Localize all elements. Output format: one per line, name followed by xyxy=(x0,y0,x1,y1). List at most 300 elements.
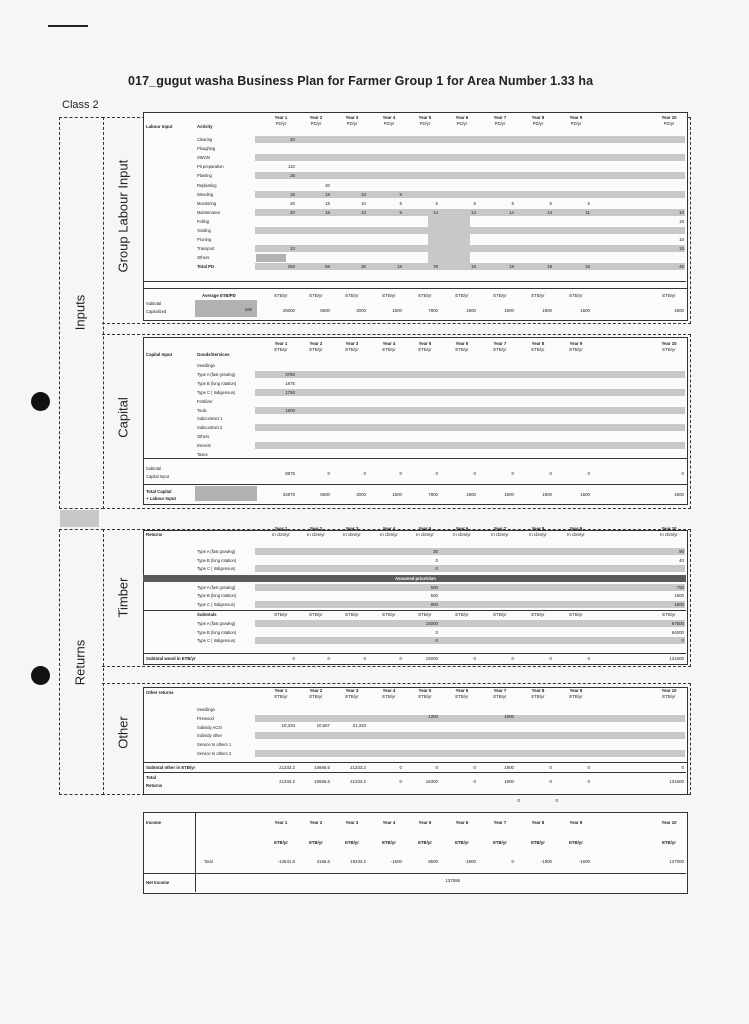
labour-value: 10 xyxy=(679,237,684,243)
labour-value: 14 xyxy=(509,209,514,215)
capital-total: 6500 xyxy=(320,492,330,497)
other-total: 21333.2 xyxy=(279,779,295,784)
below-zero-2: 0 xyxy=(555,798,558,803)
labour-row-shade xyxy=(255,136,685,143)
income-unit-5: ETB/yr xyxy=(418,840,432,845)
timber-unit2-10: ETB/yr xyxy=(662,612,676,617)
timber-subtotals-line xyxy=(143,610,686,611)
other-unit-1: ETB/yr xyxy=(274,694,288,699)
labour-unit-8: PD/yr xyxy=(532,121,544,126)
income-total: 8500 xyxy=(428,859,438,864)
labour-unit2-2: ETB/yr xyxy=(309,293,323,298)
capital-value: 1875 xyxy=(285,380,295,386)
labour-value: 14 xyxy=(433,209,438,215)
capital-item-name: Subcontract 1 xyxy=(197,416,223,422)
labour-subtotal-label: Subtotal xyxy=(146,301,162,306)
income-label: Income xyxy=(146,820,162,825)
labour-input-label: Labour Input xyxy=(146,124,173,129)
capital-row-shade xyxy=(255,424,685,431)
capital-total: 1900 xyxy=(466,492,476,497)
income-total: 127000 xyxy=(669,859,684,864)
activity-name: Pit preparation xyxy=(197,164,224,170)
income-unit-1: ETB/yr xyxy=(274,840,288,845)
activity-name: SWCM xyxy=(197,155,210,161)
capital-year-3: Year 3 xyxy=(345,341,359,346)
labour-capitalized-label: Capitalized xyxy=(146,309,167,314)
other-item-name: Subsidy ACSI xyxy=(197,724,223,730)
other-row-shade xyxy=(255,732,685,739)
capital-total-label: Total Capital xyxy=(146,489,172,494)
timber-price-y5: 500 xyxy=(430,593,438,599)
income-unit-10: ETB/yr xyxy=(662,840,676,845)
class-label: Class 2 xyxy=(62,99,99,111)
labour-value: 20 xyxy=(290,137,295,142)
labour-value: 5 xyxy=(399,191,402,197)
labour-value: 65 xyxy=(325,264,330,270)
timber-val-item: Type A (fast growing) xyxy=(197,621,236,626)
labour-year-6: Year 6 xyxy=(455,115,469,120)
timber-unit-1: In cbm/yr xyxy=(272,532,290,537)
timber-year-3: Year 3 xyxy=(345,526,359,531)
capital-year-6: Year 6 xyxy=(455,341,469,346)
labour-row-shade xyxy=(255,154,685,161)
timber-price-y5: 500 xyxy=(430,585,438,590)
labour-label: Group Labour Input xyxy=(115,159,131,273)
labour-value: 5 xyxy=(511,200,514,206)
other-year-2: Year 2 xyxy=(309,688,323,693)
capital-item-name: Type A (fast growing) xyxy=(197,371,236,377)
income-unit-7: ETB/yr xyxy=(493,840,507,845)
timber-year-7: Year 7 xyxy=(493,526,507,531)
labour-value: 10 xyxy=(679,209,684,215)
other-subtotal: 1900 xyxy=(504,765,514,770)
income-year-8: Year 8 xyxy=(531,820,545,825)
income-total: -1900 xyxy=(540,859,552,864)
year5-column-shade xyxy=(428,215,470,263)
timber-val-y5: 15000 xyxy=(425,621,438,626)
labour-value: 15 xyxy=(325,200,330,206)
capital-value: 1750 xyxy=(285,389,295,395)
net-income-value: 137558 xyxy=(445,878,460,883)
other-year-1: Year 1 xyxy=(274,688,288,693)
activity-name: Pruning xyxy=(197,237,212,243)
timber-unit-3: In cbm/yr xyxy=(343,532,361,537)
income-unit-4: ETB/yr xyxy=(382,840,396,845)
labour-value: 260 xyxy=(287,264,295,270)
other-total: 0 xyxy=(587,779,590,784)
net-income-label: Net Income xyxy=(146,880,170,885)
capital-unit-2: ETB/yr xyxy=(309,347,323,352)
income-year-4: Year 4 xyxy=(382,820,396,825)
labour-subtotal: 1600 xyxy=(580,308,590,313)
transport-highlight xyxy=(256,254,286,262)
capital-subtotal: 0 xyxy=(435,471,438,476)
other-item-name: Seedlings xyxy=(197,707,215,712)
subtotal-wood: 0 xyxy=(399,656,402,661)
timber-unit-8: In cbm/yr xyxy=(529,532,547,537)
income-year-10: Year 10 xyxy=(661,820,677,825)
labour-subtotal: 3000 xyxy=(356,308,366,313)
activity-label: Activity xyxy=(197,124,213,129)
other-subtotal: 0 xyxy=(399,765,402,770)
capital-year-2: Year 2 xyxy=(309,341,323,346)
other-row-shade xyxy=(255,750,685,757)
timber-val-y10: 0 xyxy=(681,638,684,643)
capital-subtotal: 0 xyxy=(549,471,552,476)
firewood-y3: 21,333 xyxy=(352,723,366,728)
labour-value: 5 xyxy=(587,200,590,206)
labour-year-3: Year 3 xyxy=(345,115,359,120)
avg-label: Average ETB/PD xyxy=(202,293,236,298)
capital-total-gray xyxy=(195,486,257,501)
labour-unit2-7: ETB/yr xyxy=(493,293,507,298)
other-subtotal-label: Subtotal other in ETB/yr xyxy=(146,765,196,770)
labour-value: 19 xyxy=(547,264,552,270)
timber-year-2: Year 2 xyxy=(309,526,323,531)
timber-unit-10: In cbm/yr xyxy=(660,532,678,537)
timber-year-5: Year 5 xyxy=(418,526,432,531)
timber-val-y5: 0 xyxy=(435,629,438,635)
other-year-8: Year 8 xyxy=(531,688,545,693)
other-total-label-2: Returns xyxy=(146,783,163,788)
labour-value: 15 xyxy=(290,191,295,197)
labour-value: 78 xyxy=(433,264,438,270)
timber-val-item: Type B (long rotation) xyxy=(197,629,237,635)
other-returns-label: Other returns xyxy=(146,690,174,695)
timber-year-10: Year 10 xyxy=(661,526,677,531)
labour-row-shade xyxy=(255,245,685,252)
capital-total: 7800 xyxy=(428,492,438,497)
timber-val-item: Type C ( Indigenous) xyxy=(197,638,236,643)
capital-year-10: Year 10 xyxy=(661,341,677,346)
subtotal-wood: 0 xyxy=(587,656,590,661)
labour-subtotal: 4500 xyxy=(674,308,684,313)
other-total: 131500 xyxy=(669,779,684,784)
labour-subtotal: 7800 xyxy=(428,308,438,313)
labour-subtotal: 1900 xyxy=(466,308,476,313)
labour-subtotal: 1900 xyxy=(542,308,552,313)
labour-year-4: Year 4 xyxy=(382,115,396,120)
other-year-5: Year 5 xyxy=(418,688,432,693)
income-year-2: Year 2 xyxy=(309,820,323,825)
labour-unit-6: PD/yr xyxy=(456,121,468,126)
labour-row-shade xyxy=(255,172,685,179)
labour-unit-1: PD/yr xyxy=(275,121,287,126)
timber-year-8: Year 8 xyxy=(531,526,545,531)
other-total-label: Total xyxy=(146,775,156,780)
activity-name: Transport xyxy=(197,246,215,252)
capital-total: 1600 xyxy=(580,492,590,497)
timber-unit2-7: ETB/yr xyxy=(493,612,507,617)
capital-subtotal: 0 xyxy=(681,471,684,476)
labour-year-9: Year 9 xyxy=(569,115,583,120)
timber-price-shade xyxy=(255,601,685,608)
capital-subtotal: 0 xyxy=(363,471,366,476)
labour-value: 5 xyxy=(473,200,476,206)
timber-vol-y10: 90 xyxy=(679,549,684,554)
subtotal-wood: 0 xyxy=(292,656,295,661)
labour-year-7: Year 7 xyxy=(493,115,507,120)
punch-hole-top xyxy=(31,392,50,411)
labour-value: 14 xyxy=(471,209,476,215)
capital-total: 1900 xyxy=(504,492,514,497)
income-year-9: Year 9 xyxy=(569,820,583,825)
labour-subtotal: 1900 xyxy=(504,308,514,313)
income-unit-9: ETB/yr xyxy=(569,840,583,845)
other-subtotal: 0 xyxy=(549,765,552,770)
labour-year-5: Year 5 xyxy=(418,115,432,120)
labour-subtotal: 6500 xyxy=(320,308,330,313)
other-unit-5: ETB/yr xyxy=(418,694,432,699)
capital-unit-7: ETB/yr xyxy=(493,347,507,352)
subtotal-wood: 0 xyxy=(511,656,514,661)
capital-subtotal-label-2: Capital Input xyxy=(146,474,169,479)
timber-price-y5: 900 xyxy=(430,601,438,607)
timber-row-shade xyxy=(255,565,685,572)
timber-price-y10: 1600 xyxy=(674,601,684,607)
other-subtotal: 0 xyxy=(587,765,590,770)
labour-unit-3: PD/yr xyxy=(346,121,358,126)
capital-subtotal: 0 xyxy=(327,471,330,476)
avg-value: 100 xyxy=(244,307,252,312)
other-label: Other xyxy=(115,716,131,749)
other-subtotal: 0 xyxy=(681,765,684,770)
labour-unit-2: PD/yr xyxy=(310,121,322,126)
inputs-label: Inputs xyxy=(72,294,88,331)
capital-total-label-2: + Labour Input xyxy=(146,496,176,501)
firewood-y5: 1300 xyxy=(428,714,438,719)
timber-label: Timber xyxy=(115,577,131,618)
timber-vol-item: Type B (long rotation) xyxy=(197,557,237,563)
timber-unit-4: In cbm/yr xyxy=(380,532,398,537)
timber-vol-item: Type A (fast growing) xyxy=(197,549,236,554)
timber-val-y10: 64000 xyxy=(671,629,684,635)
capital-value: 3750 xyxy=(285,371,295,377)
firewood-y7: 1900 xyxy=(504,714,514,719)
timber-vol-y5: 30 xyxy=(433,549,438,554)
labour-value: 110 xyxy=(288,164,295,170)
labour-unit-9: PD/yr xyxy=(570,121,582,126)
other-total-line xyxy=(143,772,686,773)
labour-value: 30 xyxy=(361,264,366,270)
income-year-6: Year 6 xyxy=(455,820,469,825)
other-item-name: Firewood xyxy=(197,715,214,721)
other-unit-6: ETB/yr xyxy=(455,694,469,699)
labour-row-shade xyxy=(255,227,685,234)
income-total: 4166.6 xyxy=(316,859,330,864)
labour-value: 10 xyxy=(290,246,295,252)
timber-vol-y5: 0 xyxy=(435,557,438,563)
activity-name: Clearing xyxy=(197,137,213,142)
labour-value: 14 xyxy=(547,209,552,215)
capital-unit-10: ETB/yr xyxy=(662,347,676,352)
labour-value: 20 xyxy=(290,209,295,215)
timber-price-item: Type C ( Indigenous) xyxy=(197,601,236,607)
capital-subtotal: 0 xyxy=(587,471,590,476)
subtotal-wood: 131500 xyxy=(669,656,684,661)
returns-label: Returns xyxy=(72,639,88,686)
capital-subtotal: 0 xyxy=(473,471,476,476)
other-year-7: Year 7 xyxy=(493,688,507,693)
capital-unit-4: ETB/yr xyxy=(382,347,396,352)
page-title: 017_gugut washa Business Plan for Farmer Group 1 for Area Number 1.33 ha xyxy=(128,74,594,88)
capital-total: 4500 xyxy=(674,492,684,497)
capital-unit-6: ETB/yr xyxy=(455,347,469,352)
labour-unit2-9: ETB/yr xyxy=(569,293,583,298)
timber-row-shade xyxy=(255,548,685,555)
activity-name: Total PD xyxy=(197,264,215,270)
timber-year-6: Year 6 xyxy=(455,526,469,531)
labour-value: 20 xyxy=(290,200,295,206)
activity-name: Yarding xyxy=(197,228,211,233)
capital-item-name: Others xyxy=(197,434,210,440)
income-unit-6: ETB/yr xyxy=(455,840,469,845)
capital-year-8: Year 8 xyxy=(531,341,545,346)
income-unit-8: ETB/yr xyxy=(531,840,545,845)
activity-name: Monitoring xyxy=(197,200,217,206)
timber-val-y5: 0 xyxy=(435,638,438,643)
other-total: 0 xyxy=(549,779,552,784)
labour-value: 5 xyxy=(549,200,552,206)
other-total: 1900 xyxy=(504,779,514,784)
timber-vol-item: Type C ( Indigenous) xyxy=(197,566,236,571)
labour-unit2-1: ETB/yr xyxy=(274,293,288,298)
capital-input-label: Capital Input xyxy=(146,352,173,357)
capital-item-name: Type B (long rotation) xyxy=(197,380,237,386)
timber-price-item: Type B (long rotation) xyxy=(197,593,237,599)
labour-value: 19 xyxy=(509,264,514,270)
subtotal-wood: 0 xyxy=(549,656,552,661)
capital-label: Capital xyxy=(115,397,131,438)
timber-val-shade xyxy=(255,620,685,627)
labour-total-line xyxy=(143,281,686,282)
timber-year-4: Year 4 xyxy=(382,526,396,531)
labour-value: 15 xyxy=(325,209,330,215)
capital-year-1: Year 1 xyxy=(274,341,288,346)
timber-price-shade xyxy=(255,584,685,591)
timber-val-shade xyxy=(255,637,685,644)
other-item-name: Service to others 1 xyxy=(197,742,232,748)
timber-unit-2: In cbm/yr xyxy=(307,532,325,537)
labour-value: 10 xyxy=(361,191,366,197)
activity-name: Felling xyxy=(197,218,210,224)
labour-value: 15 xyxy=(397,264,402,270)
timber-price-item: Type A (fast growing) xyxy=(197,585,236,590)
capital-total: 34875 xyxy=(282,492,295,497)
other-total: 16300 xyxy=(425,779,438,784)
income-total: -1900 xyxy=(464,859,476,864)
other-item-name: Service to others 2 xyxy=(197,751,232,756)
net-income-line xyxy=(143,873,686,874)
timber-unit2-9: ETB/yr xyxy=(569,612,583,617)
subtotal-wood: 15000 xyxy=(425,656,438,661)
capital-item-name: Seedlings xyxy=(197,363,215,368)
income-total: -13541.8 xyxy=(277,859,295,864)
below-zero-1: 0 xyxy=(517,798,520,803)
timber-unit-9: In cbm/yr xyxy=(567,532,585,537)
labour-value: 5 xyxy=(399,200,402,206)
timber-price-y10: 1500 xyxy=(674,593,684,599)
subtotal-wood-label: Subtotal wood in ETB/yr xyxy=(146,656,196,661)
labour-unit-10: PD/yr xyxy=(663,121,675,126)
activity-name: Others xyxy=(197,255,210,261)
timber-year-9: Year 9 xyxy=(569,526,583,531)
labour-value: 25 xyxy=(290,173,295,179)
capital-item-name: Interest xyxy=(197,443,211,449)
timber-unit2-8: ETB/yr xyxy=(531,612,545,617)
labour-value: 15 xyxy=(679,246,684,252)
other-subtotal: 10666.6 xyxy=(314,765,330,770)
capital-year-9: Year 9 xyxy=(569,341,583,346)
timber-unit2-5: ETB/yr xyxy=(418,612,432,617)
capital-subtotal: 0 xyxy=(399,471,402,476)
capital-unit-1: ETB/yr xyxy=(274,347,288,352)
timber-unit2-2: ETB/yr xyxy=(309,612,323,617)
other-unit-9: ETB/yr xyxy=(569,694,583,699)
activity-name: Weeding xyxy=(197,191,214,197)
timber-unit-7: In cbm/yr xyxy=(491,532,509,537)
other-item-name: Subsidy other xyxy=(197,733,223,739)
other-unit-8: ETB/yr xyxy=(531,694,545,699)
other-year-4: Year 4 xyxy=(382,688,396,693)
other-year-10: Year 10 xyxy=(661,688,677,693)
other-total: 0 xyxy=(473,779,476,784)
timber-unit-6: In cbm/yr xyxy=(453,532,471,537)
subtotal-wood: 0 xyxy=(327,656,330,661)
pen-mark xyxy=(48,25,88,27)
other-row-shade xyxy=(255,715,685,722)
activity-name: Replanting xyxy=(197,182,217,188)
capital-item-name: Tools xyxy=(197,407,207,413)
capital-subtotal: 0 xyxy=(511,471,514,476)
capital-row-shade xyxy=(255,407,685,414)
capital-item-name: Fertilizer xyxy=(197,398,213,404)
timber-unit2-6: ETB/yr xyxy=(455,612,469,617)
other-subtotal: 0 xyxy=(473,765,476,770)
labour-value: 16 xyxy=(585,264,590,270)
labour-year-10: Year 10 xyxy=(661,115,677,120)
labour-unit-5: PD/yr xyxy=(419,121,431,126)
other-unit-10: ETB/yr xyxy=(662,694,676,699)
other-unit-4: ETB/yr xyxy=(382,694,396,699)
firewood-y1: 10,333 xyxy=(281,723,295,728)
labour-unit2-4: ETB/yr xyxy=(382,293,396,298)
other-year-6: Year 6 xyxy=(455,688,469,693)
other-subtotal: 21333.2 xyxy=(279,765,295,770)
labour-value: 10 xyxy=(361,209,366,215)
income-total: -1600 xyxy=(578,859,590,864)
returns-col-label: Returns xyxy=(146,532,163,537)
subtotal-wood: 0 xyxy=(473,656,476,661)
capital-unit-9: ETB/yr xyxy=(569,347,583,352)
labour-value: 10 xyxy=(361,200,366,206)
labour-subtotal: 1500 xyxy=(392,308,402,313)
labour-value: 19 xyxy=(471,264,476,270)
subtotal-wood: 0 xyxy=(363,656,366,661)
income-total-label: Total xyxy=(204,859,213,864)
other-year-9: Year 9 xyxy=(569,688,583,693)
income-year-5: Year 5 xyxy=(418,820,432,825)
capital-value: 1500 xyxy=(285,407,295,413)
capital-unit-8: ETB/yr xyxy=(531,347,545,352)
labour-unit-4: PD/yr xyxy=(383,121,395,126)
labour-value: 11 xyxy=(585,209,590,215)
subtotal-wood-line xyxy=(143,653,686,654)
labour-unit2-3: ETB/yr xyxy=(345,293,359,298)
capital-unit-3: ETB/yr xyxy=(345,347,359,352)
other-subtotal: 0 xyxy=(435,765,438,770)
income-year-3: Year 3 xyxy=(345,820,359,825)
